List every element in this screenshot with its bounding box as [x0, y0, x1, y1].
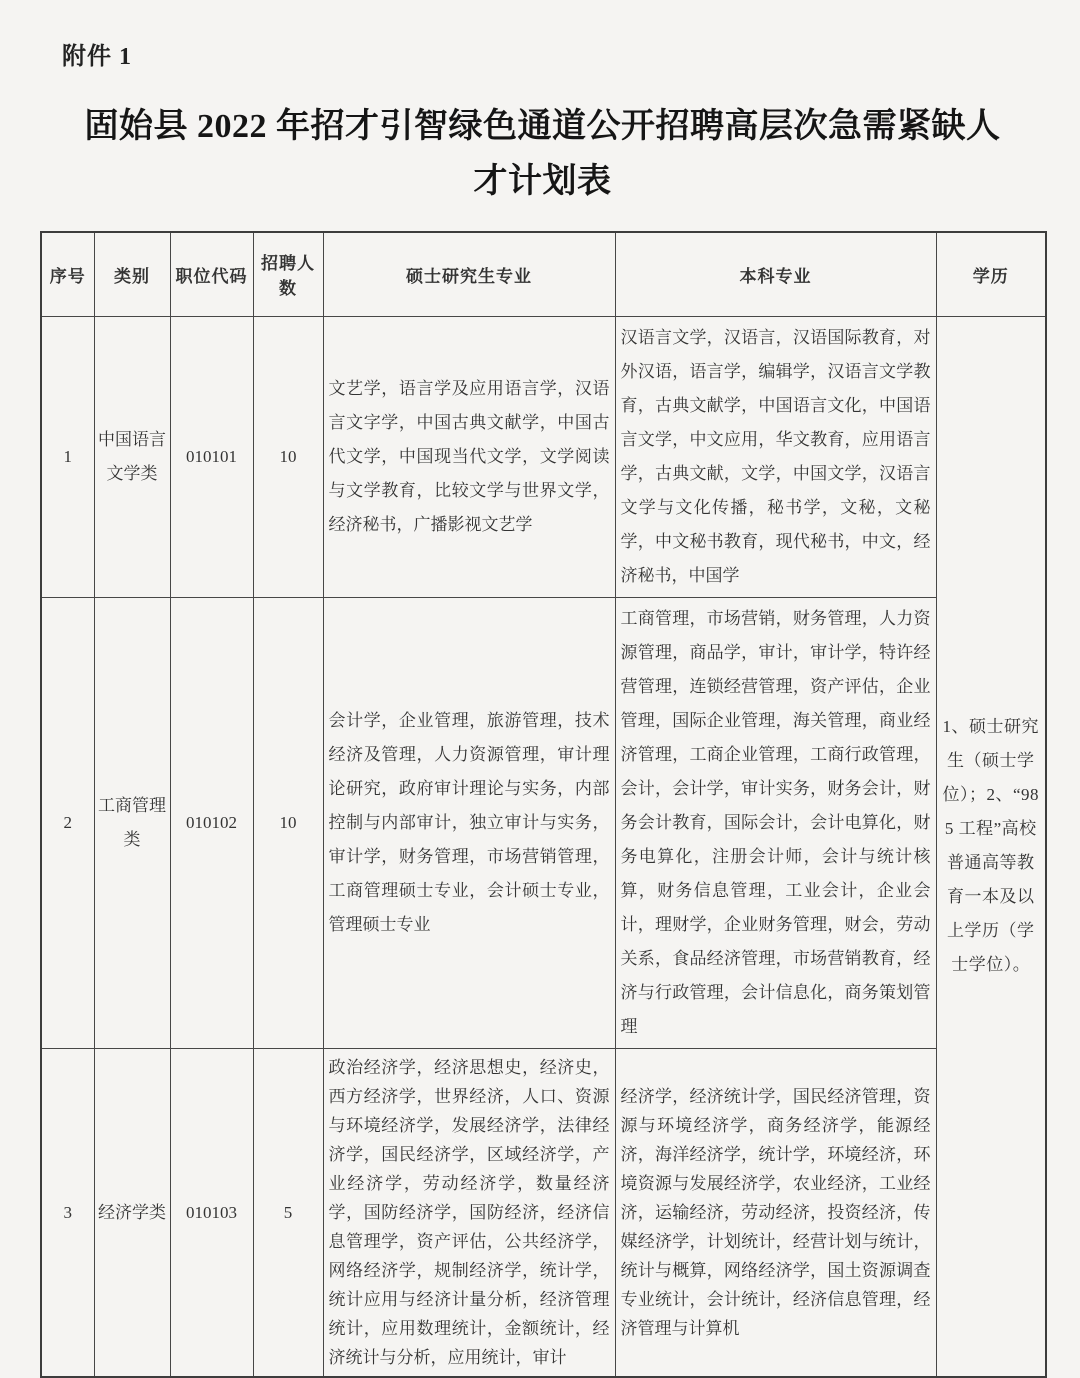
- recruitment-plan-table: [40, 231, 1047, 1378]
- header-education: 学历: [936, 232, 1046, 316]
- cell-category: 中国语言文学类: [94, 316, 170, 597]
- header-bachelor-majors: 本科专业: [615, 232, 936, 316]
- header-master-majors: 硕士研究生专业: [323, 232, 615, 316]
- cell-bachelor-majors: 工商管理，市场营销，财务管理，人力资源管理，商品学，审计，审计学，特许经营管理，连锁经营管理，资产评估，企业管理，国际企业管理，海关管理，商业经济管理，工商企业管理，工商行政管理，会计，会计学，审计实务，财务会计，财务会计教育，国际会计，会计电算化，财务电算化，注册会计师，会计与统计核算，财务信息管理，工业会计，企业会计，理财学，企业财务管理，财会，劳动关系，食品经济管理，市场营销教育，经济与行政管理，会计信息化，商务策划管理: [615, 597, 936, 1048]
- table-row: [41, 597, 1046, 1048]
- table-row: [41, 316, 1046, 597]
- cell-education-requirement: 1、硕士研究生（硕士学位）；2、“985 工程”高校普通高等教育一本及以上学历（学士学位）。: [936, 316, 1046, 1377]
- header-category: 类别: [94, 232, 170, 316]
- cell-recruit-count: 10: [253, 316, 323, 597]
- attachment-label: 附件 1: [62, 44, 132, 70]
- cell-master-majors: 文艺学，语言学及应用语言学，汉语言文字学，中国古典文献学，中国古代文学，中国现当代文学，文学阅读与文学教育，比较文学与世界文学，经济秘书，广播影视文艺学: [323, 316, 615, 597]
- cell-serial-number: 1: [41, 316, 94, 597]
- table-header-row: [41, 232, 1046, 316]
- cell-master-majors: 会计学，企业管理，旅游管理，技术经济及管理，人力资源管理，审计理论研究，政府审计理论与实务，内部控制与内部审计，独立审计与实务，审计学，财务管理，市场营销管理，工商管理硕士专业，会计硕士专业，管理硕士专业: [323, 597, 615, 1048]
- cell-serial-number: 3: [41, 1048, 94, 1377]
- document-title: 固始县 2022 年招才引智绿色通道公开招聘高层次急需紧缺人才计划表: [84, 108, 1001, 201]
- table-row: [41, 1048, 1046, 1377]
- cell-bachelor-majors: 经济学，经济统计学，国民经济管理，资源与环境经济学，商务经济学，能源经济，海洋经济学，统计学，环境经济，环境资源与发展经济学，农业经济，工业经济，运输经济，劳动经济，投资经济，传媒经济学，计划统计，经营计划与统计，统计与概算，网络经济学，国土资源调查专业统计，会计统计，经济信息管理，经济管理与计算机: [615, 1048, 936, 1377]
- cell-position-code: 010103: [170, 1048, 253, 1377]
- cell-recruit-count: 10: [253, 597, 323, 1048]
- cell-category: 工商管理类: [94, 597, 170, 1048]
- header-position-code: 职位代码: [170, 232, 253, 316]
- cell-position-code: 010101: [170, 316, 253, 597]
- cell-serial-number: 2: [41, 597, 94, 1048]
- header-recruit-count: 招聘人数: [253, 232, 323, 316]
- cell-position-code: 010102: [170, 597, 253, 1048]
- header-serial-number: 序号: [41, 232, 94, 316]
- cell-master-majors: 政治经济学，经济思想史，经济史，西方经济学，世界经济，人口、资源与环境经济学，发展经济学，法律经济学，国民经济学，区域经济学，产业经济学，劳动经济学，数量经济学，国防经济学，国防经济，经济信息管理学，资产评估，公共经济学，网络经济学，规制经济学，统计学，统计应用与经济计量分析，经济管理统计，应用数理统计，金额统计，经济统计与分析，应用统计，审计: [323, 1048, 615, 1377]
- cell-recruit-count: 5: [253, 1048, 323, 1377]
- cell-bachelor-majors: 汉语言文学，汉语言，汉语国际教育，对外汉语，语言学，编辑学，汉语言文学教育，古典文献学，中国语言文化，中国语言文学，中文应用，华文教育，应用语言学，古典文献，文学，中国文学，汉语言文学与文化传播，秘书学，文秘，文秘学，中文秘书教育，现代秘书，中文，经济秘书，中国学: [615, 316, 936, 597]
- cell-category: 经济学类: [94, 1048, 170, 1377]
